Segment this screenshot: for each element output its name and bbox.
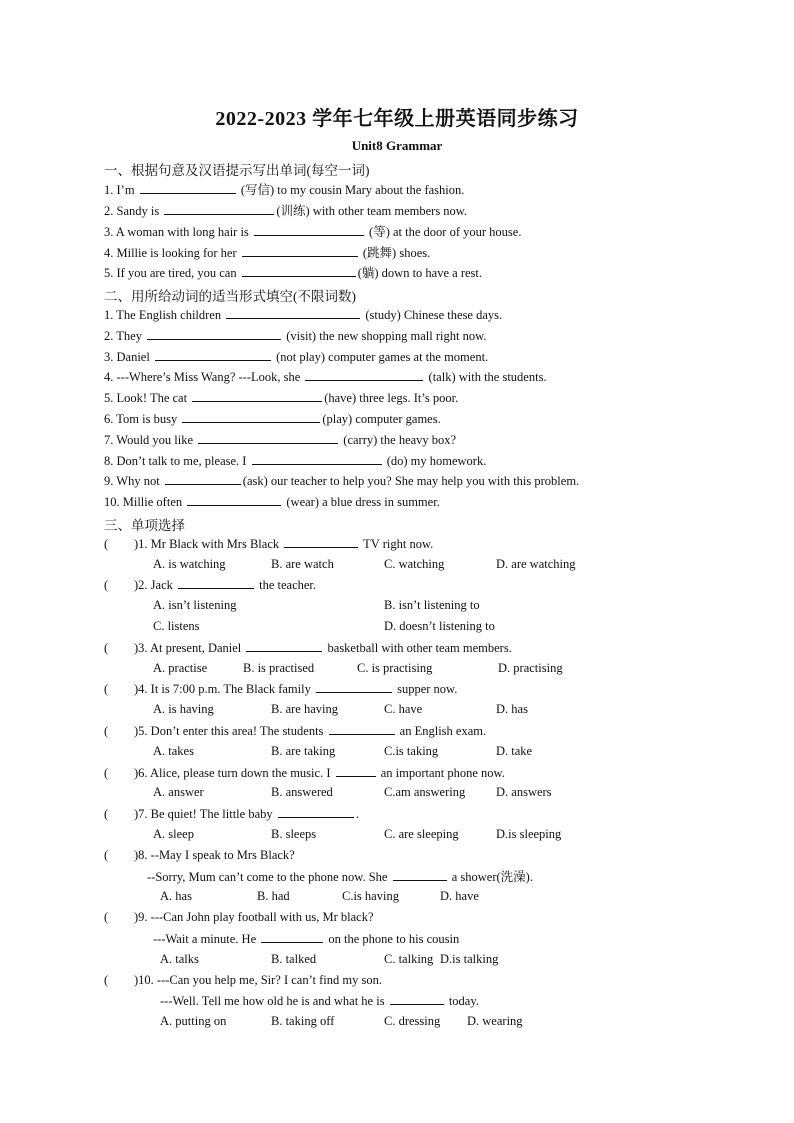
answer-blank[interactable] xyxy=(305,368,423,381)
answer-paren[interactable]: ( xyxy=(104,724,109,738)
mc-option[interactable]: B. is practised xyxy=(243,661,315,675)
answer-blank[interactable] xyxy=(278,805,354,818)
mc-option[interactable]: A. putting on xyxy=(160,1014,227,1028)
answer-blank[interactable] xyxy=(329,722,395,735)
answer-paren[interactable]: ( xyxy=(104,578,109,592)
mc-option[interactable]: B. are having xyxy=(271,702,338,716)
answer-blank[interactable] xyxy=(226,306,360,319)
mc-option[interactable]: D.is talking xyxy=(440,952,499,966)
mc-option[interactable]: A. talks xyxy=(160,952,199,966)
s2-item-7: 7. Would you like (carry) the heavy box? xyxy=(104,433,457,447)
mc-option[interactable]: B. talked xyxy=(271,952,317,966)
s2-item-6: 6. Tom is busy (play) computer games. xyxy=(104,412,441,426)
mc-option[interactable]: A. answer xyxy=(153,785,204,799)
mc-option[interactable]: A. has xyxy=(160,889,192,903)
mc-question-6: ( )6. Alice, please turn down the music. I an important phone now. xyxy=(104,766,505,780)
mc-option[interactable]: B. sleeps xyxy=(271,827,317,841)
mc-option[interactable]: A. practise xyxy=(153,661,208,675)
mc-option[interactable]: D. have xyxy=(440,889,479,903)
s2-item-2: 2. They (visit) the new shopping mall right now. xyxy=(104,329,487,343)
s2-item-3: 3. Daniel (not play) computer games at the moment. xyxy=(104,350,489,364)
section3-heading: 三、单项选择 xyxy=(104,518,185,533)
answer-blank[interactable] xyxy=(316,680,392,693)
answer-blank[interactable] xyxy=(252,452,382,465)
s2-item-10: 10. Millie often (wear) a blue dress in summer. xyxy=(104,495,440,509)
mc-question-4: ( )4. It is 7:00 p.m. The Black family supper now. xyxy=(104,682,458,696)
answer-paren[interactable]: ( xyxy=(104,766,109,780)
mc-option[interactable]: D. wearing xyxy=(467,1014,523,1028)
mc-question-9: ( )9. ---Can John play football with us, Mr black? xyxy=(104,910,374,924)
answer-blank[interactable] xyxy=(155,348,271,361)
mc-option[interactable]: A. isn’t listening xyxy=(153,598,237,612)
section1-heading: 一、根据句意及汉语提示写出单词(每空一词) xyxy=(104,163,370,178)
mc-question-5: ( )5. Don’t enter this area! The students an English exam. xyxy=(104,724,487,738)
s1-item-4: 4. Millie is looking for her (跳舞) shoes. xyxy=(104,246,431,260)
answer-blank[interactable] xyxy=(242,264,356,277)
answer-blank[interactable] xyxy=(242,244,358,257)
page-subtitle: Unit8 Grammar xyxy=(351,138,443,153)
answer-blank[interactable] xyxy=(390,992,444,1005)
s1-item-2: 2. Sandy is (训练) with other team members now. xyxy=(104,204,468,218)
mc-option[interactable]: B. answered xyxy=(271,785,333,799)
answer-blank[interactable] xyxy=(178,576,254,589)
mc-question-9-line2: ---Wait a minute. He on the phone to his cousin xyxy=(153,932,460,946)
mc-question-8: ( )8. --May I speak to Mrs Black? xyxy=(104,848,295,862)
answer-blank[interactable] xyxy=(165,472,241,485)
mc-option[interactable]: B. had xyxy=(257,889,290,903)
answer-blank[interactable] xyxy=(192,389,322,402)
answer-blank[interactable] xyxy=(261,930,323,943)
mc-option[interactable]: D. are watching xyxy=(496,557,576,571)
mc-option[interactable]: D. take xyxy=(496,744,533,758)
mc-option[interactable]: B. are taking xyxy=(271,744,336,758)
answer-paren[interactable]: ( xyxy=(104,641,109,655)
mc-option[interactable]: C.is having xyxy=(342,889,399,903)
answer-blank[interactable] xyxy=(336,764,376,777)
s2-item-8: 8. Don’t talk to me, please. I (do) my homework. xyxy=(104,454,487,468)
mc-option[interactable]: C. talking xyxy=(384,952,434,966)
mc-option[interactable]: D. has xyxy=(496,702,528,716)
mc-option[interactable]: C.am answering xyxy=(384,785,466,799)
answer-blank[interactable] xyxy=(198,431,338,444)
mc-option[interactable]: C. dressing xyxy=(384,1014,441,1028)
mc-question-8-line2: --Sorry, Mum can’t come to the phone now. She a shower(洗澡). xyxy=(147,870,533,884)
mc-question-2: ( )2. Jack the teacher. xyxy=(104,578,317,592)
mc-option[interactable]: C.is taking xyxy=(384,744,439,758)
mc-question-7: ( )7. Be quiet! The little baby . xyxy=(104,807,359,821)
mc-option[interactable]: C. watching xyxy=(384,557,445,571)
mc-option[interactable]: C. listens xyxy=(153,619,200,633)
mc-option[interactable]: D. practising xyxy=(498,661,563,675)
answer-blank[interactable] xyxy=(393,868,447,881)
mc-option[interactable]: B. taking off xyxy=(271,1014,335,1028)
mc-option[interactable]: C. have xyxy=(384,702,423,716)
mc-option[interactable]: A. sleep xyxy=(153,827,194,841)
mc-option[interactable]: B. are watch xyxy=(271,557,334,571)
mc-question-3: ( )3. At present, Daniel basketball with other team members. xyxy=(104,641,512,655)
page-title: 2022-2023 学年七年级上册英语同步练习 xyxy=(215,108,579,130)
mc-option[interactable]: D. doesn’t listening to xyxy=(384,619,495,633)
mc-question-10-line2: ---Well. Tell me how old he is and what he is today. xyxy=(160,994,479,1008)
mc-option[interactable]: B. isn’t listening to xyxy=(384,598,480,612)
answer-blank[interactable] xyxy=(147,327,281,340)
s1-item-5: 5. If you are tired, you can (躺) down to have a rest. xyxy=(104,266,482,280)
answer-blank[interactable] xyxy=(284,535,358,548)
answer-paren[interactable]: ( xyxy=(104,807,109,821)
mc-option[interactable]: A. is having xyxy=(153,702,214,716)
answer-paren[interactable]: ( xyxy=(104,910,109,924)
answer-blank[interactable] xyxy=(246,639,322,652)
answer-paren[interactable]: ( xyxy=(104,848,109,862)
mc-option[interactable]: C. are sleeping xyxy=(384,827,459,841)
mc-question-1: ( )1. Mr Black with Mrs Black TV right now. xyxy=(104,537,434,551)
answer-paren[interactable]: ( xyxy=(104,973,109,987)
answer-blank[interactable] xyxy=(254,223,364,236)
answer-blank[interactable] xyxy=(164,202,274,215)
s2-item-9: 9. Why not (ask) our teacher to help you? She may help you with this problem. xyxy=(104,474,580,488)
mc-option[interactable]: C. is practising xyxy=(357,661,433,675)
mc-option[interactable]: D. answers xyxy=(496,785,552,799)
section2-heading: 二、用所给动词的适当形式填空(不限词数) xyxy=(104,289,356,304)
answer-blank[interactable] xyxy=(187,493,281,506)
answer-blank[interactable] xyxy=(182,410,320,423)
answer-paren[interactable]: ( xyxy=(104,537,109,551)
s1-item-3: 3. A woman with long hair is (等) at the door of your house. xyxy=(104,225,522,239)
s2-item-1: 1. The English children (study) Chinese these days. xyxy=(104,308,503,322)
mc-option[interactable]: D.is sleeping xyxy=(496,827,562,841)
answer-paren[interactable]: ( xyxy=(104,682,109,696)
s2-item-5: 5. Look! The cat (have) three legs. It’s poor. xyxy=(104,391,459,405)
s1-item-1: 1. I’m (写信) to my cousin Mary about the fashion. xyxy=(104,183,465,197)
mc-option[interactable]: A. is watching xyxy=(153,557,226,571)
s2-item-4: 4. ---Where’s Miss Wang? ---Look, she (talk) with the students. xyxy=(104,370,547,384)
mc-option[interactable]: A. takes xyxy=(153,744,194,758)
mc-question-10: ( )10. ---Can you help me, Sir? I can’t find my son. xyxy=(104,973,382,987)
answer-blank[interactable] xyxy=(140,181,236,194)
